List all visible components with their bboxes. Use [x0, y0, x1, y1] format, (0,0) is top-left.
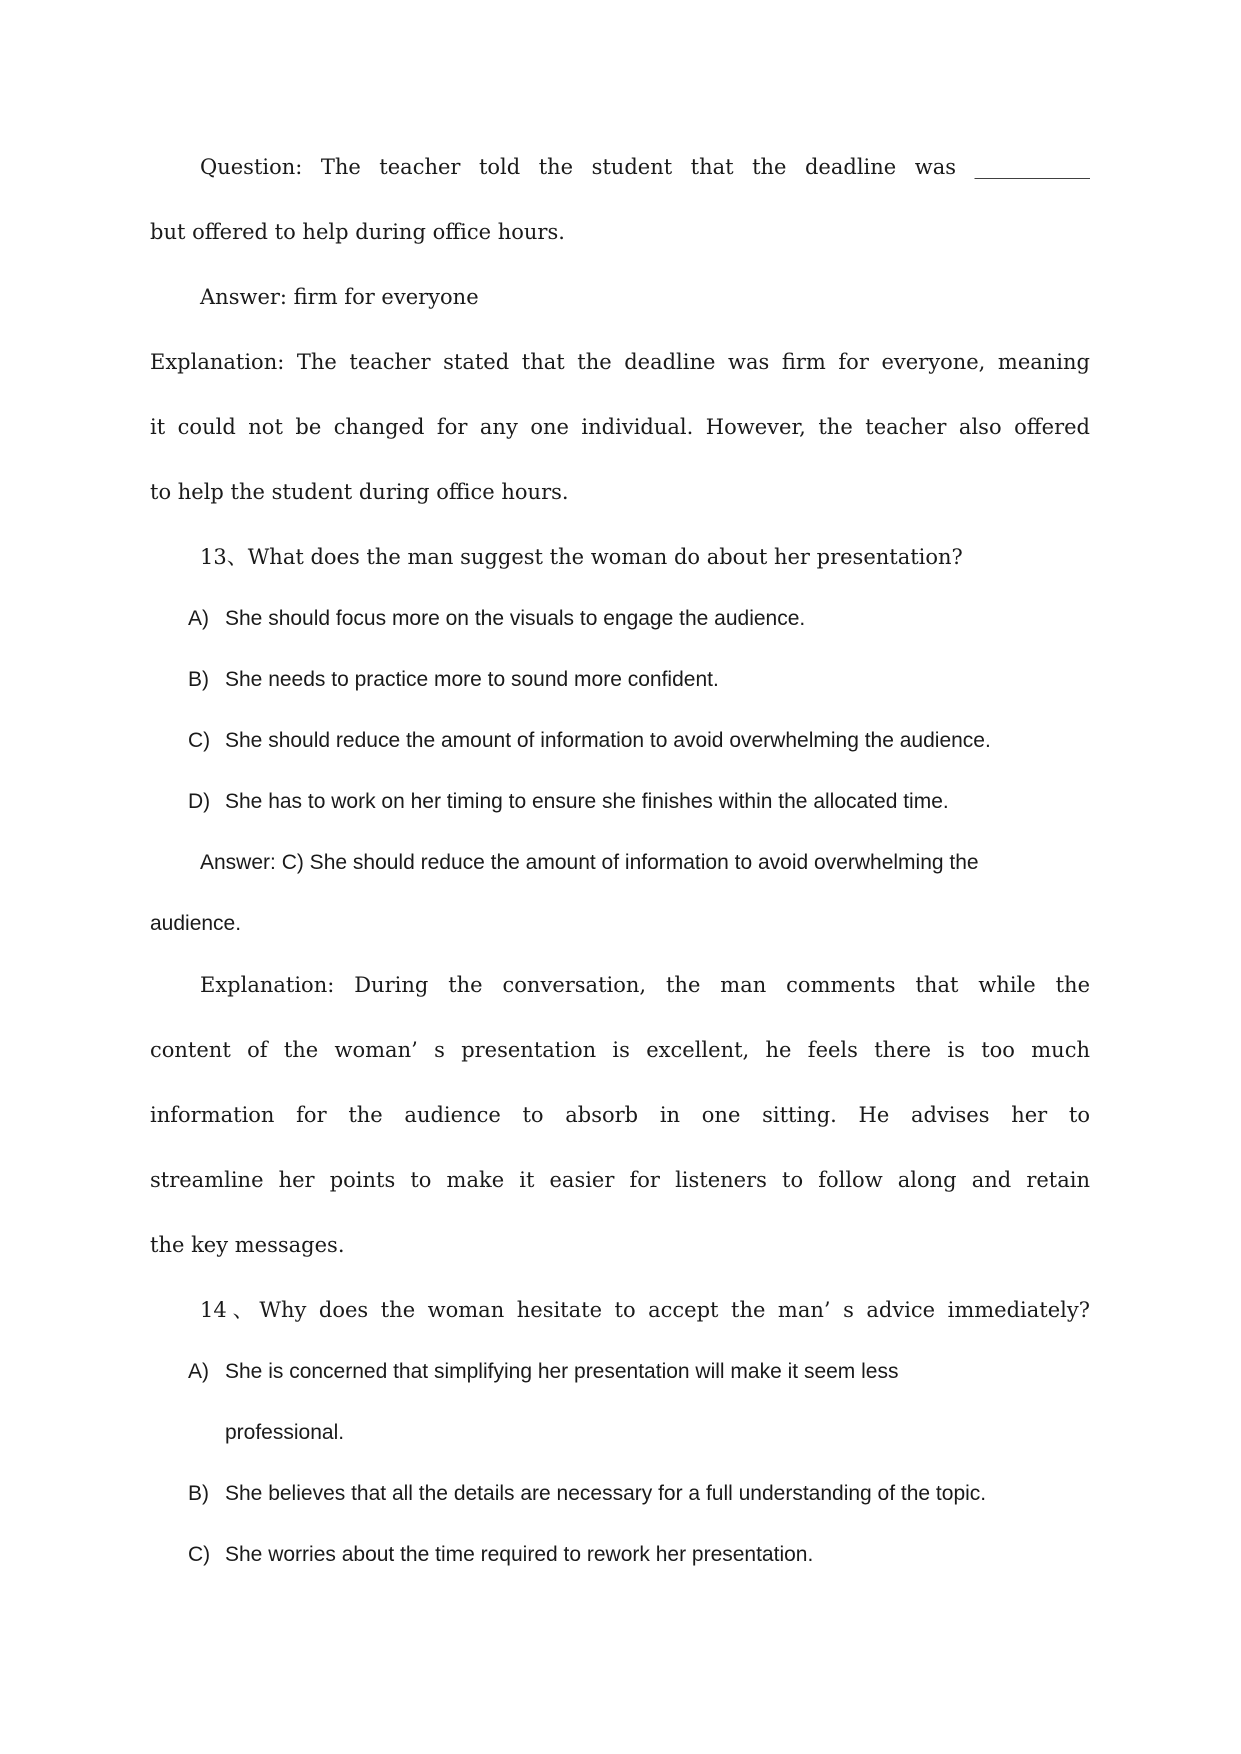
q12-explanation-line3: to help the student during office hours.: [150, 480, 569, 504]
q14-option-b-text: She believes that all the details are necessary for a full understanding of the topic.: [225, 1482, 987, 1505]
q13-option-b-letter: B): [188, 668, 209, 691]
q13-option-c-letter: C): [188, 729, 211, 752]
q14-option-c-text: She worries about the time required to rework her presentation.: [225, 1543, 814, 1566]
q12-answer: Answer: firm for everyone: [200, 285, 479, 309]
q13-question: 13、What does the man suggest the woman do about her presentation?: [200, 545, 963, 569]
q13-option-b-text: She needs to practice more to sound more confident.: [225, 668, 719, 691]
q13-explanation-line1: Explanation: During the conversation, the man comments that while the: [200, 973, 1090, 997]
q13-option-a-text: She should focus more on the visuals to engage the audience.: [225, 607, 806, 630]
q13-explanation-line5: the key messages.: [150, 1233, 345, 1257]
q13-option-d-letter: D): [188, 790, 211, 813]
q12-explanation-line1: Explanation: The teacher stated that the deadline was firm for everyone, meaning: [150, 350, 1090, 374]
q14-option-a-text-line1: She is concerned that simplifying her presentation will make it seem less: [225, 1360, 899, 1383]
q12-question-line2: but offered to help during office hours.: [150, 220, 565, 244]
q14-option-a-text-line2: professional.: [225, 1421, 345, 1444]
q14-question: 14、Why does the woman hesitate to accept the man’ s advice immediately?: [200, 1298, 1090, 1322]
q14-option-b-letter: B): [188, 1482, 209, 1505]
q13-option-d-text: She has to work on her timing to ensure she finishes within the allocated time.: [225, 790, 949, 813]
q13-explanation-line2: content of the woman’ s presentation is excellent, he feels there is too much: [150, 1038, 1090, 1062]
q12-explanation-line2: it could not be changed for any one individual. However, the teacher also offered: [150, 415, 1090, 439]
q13-explanation-line3: information for the audience to absorb in one sitting. He advises her to: [150, 1103, 1090, 1127]
q12-question-line1: Question: The teacher told the student that the deadline was ___________: [200, 155, 1090, 179]
q13-answer-line1: Answer: C) She should reduce the amount of information to avoid overwhelming the: [200, 851, 979, 874]
q13-option-a-letter: A): [188, 607, 209, 630]
q14-option-c-letter: C): [188, 1543, 211, 1566]
q13-option-c-text: She should reduce the amount of information to avoid overwhelming the audience.: [225, 729, 991, 752]
q14-option-a-letter: A): [188, 1360, 209, 1383]
q13-answer-line2: audience.: [150, 912, 242, 935]
q13-explanation-line4: streamline her points to make it easier for listeners to follow along and retain: [150, 1168, 1090, 1192]
